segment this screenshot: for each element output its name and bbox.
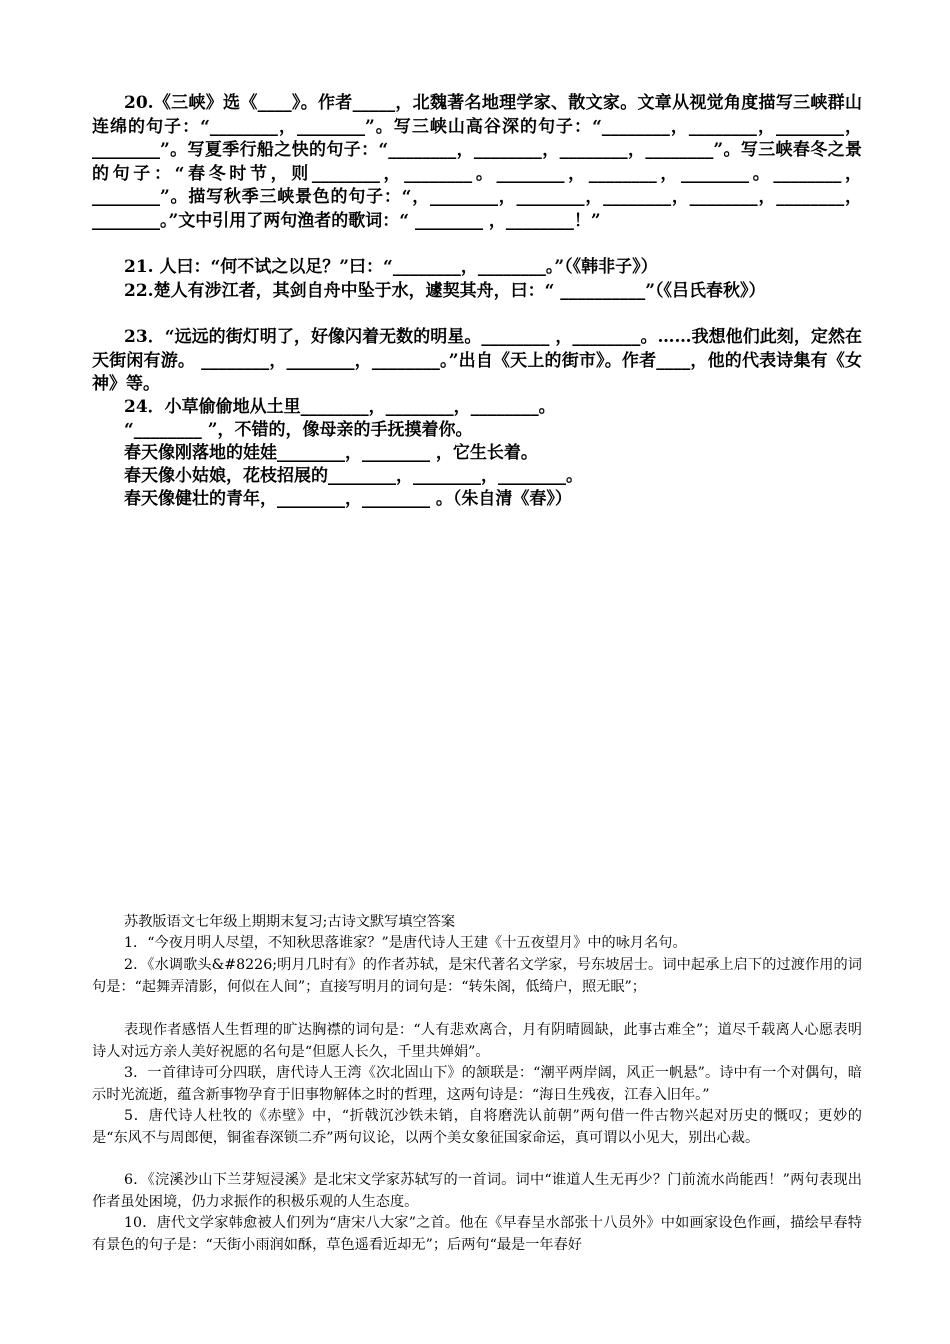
answer-item: 6．《浣溪沙山下兰芽短浸溪》是北宋文学家苏轼写的一首词。词中“谁道人生无再少？门前流水尚能西！”两句表现出作者虽处困境，仍力求振作的积极乐观的人生态度。 bbox=[92, 1172, 862, 1210]
answer-item: 1．“今夜月明人尽望，不知秋思落谁家？”是唐代诗人王建《十五夜望月》中的咏月名句。 bbox=[124, 935, 687, 951]
question-21: 21. 人曰：“何不试之以足？”曰：“________，________。”（《韩非子》） bbox=[124, 257, 658, 277]
question-24-line: 春天像小姑娘，花枝招展的________，________，________。 bbox=[124, 466, 583, 486]
question-24-line: 春天像刚落地的娃娃________，________ ，它生长着。 bbox=[124, 443, 538, 463]
question-20: 20.《三峡》选《____》。作者_____，北魏著名地理学家、散文家。文章从视觉角度描写三峡群山连绵的句子：“________，________”。写三峡山高谷深的句子：“________，________，________，________”。写夏季行船之快的句子：“________，________，________，________”。写三峡春冬之景的句子：“春冬时节，则________，________。________，________，________。________，________”。描写秋季三峡景色的句子：“，________，________，________，________，________，________。”文中引用了两句渔者的歌词：“ ________ ，________！” bbox=[92, 93, 862, 231]
answer-item: 2．《水调歌头&#8226;明月几时有》的作者苏轼，是宋代著名文学家，号东坡居士。词中起承上启下的过渡作用的词句是：“起舞弄清影，何似在人间”；直接写明月的词句是：“转朱阁，低绮户，照无眠”； bbox=[92, 957, 862, 995]
question-24-line: 春天像健壮的青年，________，________ 。（朱自清《春》） bbox=[124, 489, 572, 509]
answers-title: 苏教版语文七年级上期期末复习;古诗文默写填空答案 bbox=[124, 914, 456, 930]
question-24-line: 24．小草偷偷地从土里________，________，________。 bbox=[124, 397, 556, 417]
question-24-line: “________ ”，不错的，像母亲的手抚摸着你。 bbox=[124, 420, 473, 440]
answer-item: 表现作者感悟人生哲理的旷达胸襟的词句是：“人有悲欢离合，月有阴晴圆缺，此事古难全”；道尽千载离人心愿表明诗人对远方亲人美好祝愿的名句是“但愿人长久，千里共婵娟”。 bbox=[92, 1022, 862, 1060]
answer-item: 3．一首律诗可分四联，唐代诗人王湾《次北固山下》的颔联是：“潮平两岸阔，风正一帆悬”。诗中有一个对偶句，暗示时光流逝，蕴含新事物孕育于旧事物解体之时的哲理，这两句诗是：“海日生残夜，江春入旧年。” bbox=[92, 1065, 862, 1103]
answer-item: 5．唐代诗人杜牧的《赤壁》中，“折戟沉沙铁未销，自将磨洗认前朝”两句借一件古物兴起对历史的慨叹；更妙的是“东风不与周郎便，铜雀春深锁二乔”两句议论，以两个美女象征国家命运，真可谓以小见大，别出心裁。 bbox=[92, 1108, 862, 1146]
answer-item: 10．唐代文学家韩愈被人们列为“唐宋八大家”之首。他在《早春呈水部张十八员外》中如画家设色作画，描绘早春特有景色的句子是：“天街小雨润如酥，草色遥看近却无”；后两句“最是一年春好 bbox=[92, 1215, 862, 1253]
question-23: 23．“远远的街灯明了，好像闪着无数的明星。________ ，________。……我想他们此刻，定然在天街闲有游。 ________，________，________。”出自《天上的街市》。作者____，他的代表诗集有《女神》等。 bbox=[92, 327, 862, 394]
question-22: 22.楚人有涉江者，其剑自舟中坠于水，遽契其舟，曰：“ __________”（《吕氏春秋》） bbox=[124, 281, 766, 301]
